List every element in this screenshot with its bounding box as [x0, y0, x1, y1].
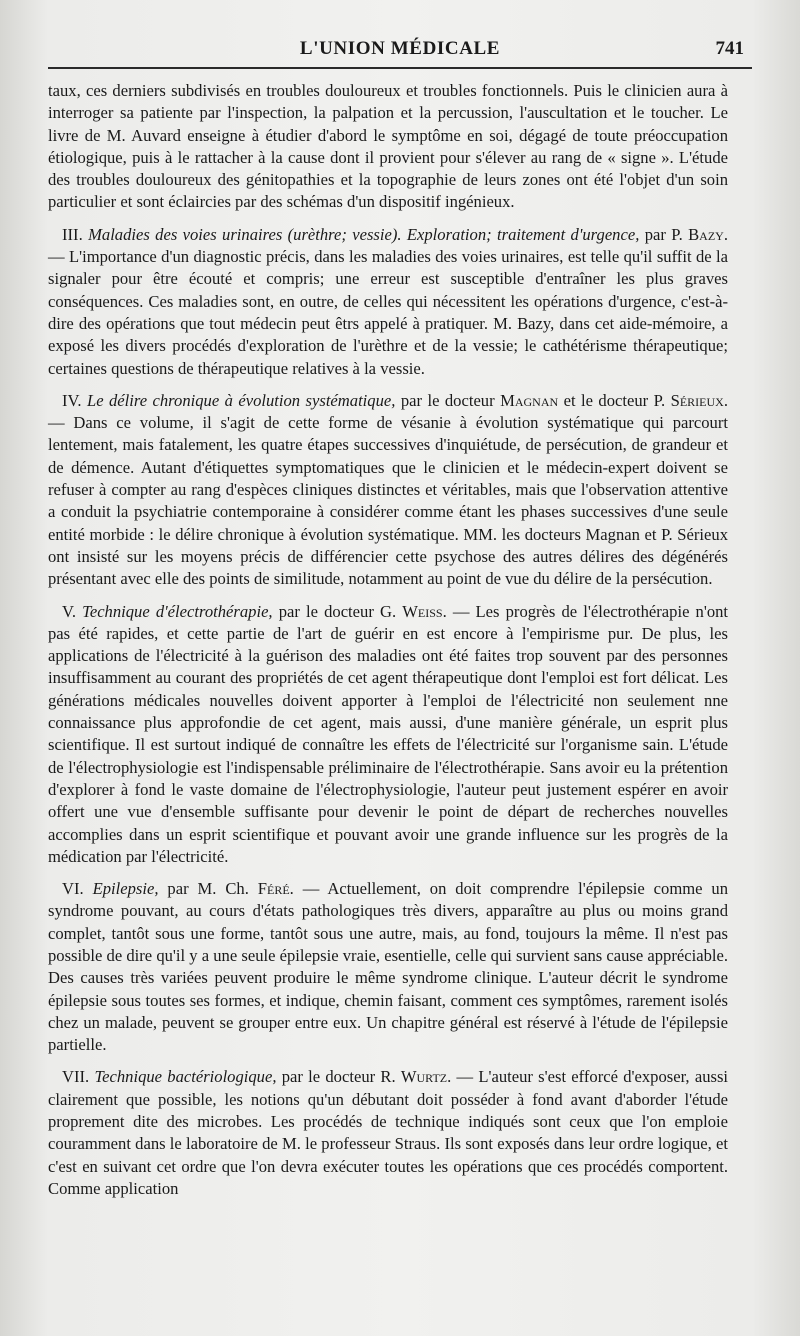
author-name: Féré.: [257, 879, 294, 899]
paragraph-text: — L'auteur s'est efforcé d'exposer, aussi clairement que possible, les notions qu'un débutant doit posséder à fond avant d'aborder l'étude proprement dite des microbes. Les procédés de technique indiqués sont ceux que l'on emploie couramment dans le laboratoire de M. le professeur Straus. Ils sont exposés dans leur ordre logique, et c'est en suivant cet ordre que l'on devra exécuter toutes les opérations que ces procédés comportent. Comme application: [48, 1067, 729, 1198]
author-name-2: Sérieux.: [670, 390, 728, 410]
author-name: Bazy.: [688, 224, 728, 244]
author-connector: et le docteur P.: [563, 390, 666, 410]
review-item-4: [48, 390, 728, 591]
book-title: Epilepsie,: [92, 879, 159, 899]
author-prefix: par le docteur: [400, 390, 495, 410]
paragraph-text: — Dans ce volume, il s'agit de cette forme de vésanie à évolution systématique qui parcourt lentement, mais fatalement, les quatre étapes successives d'inquiétude, de persécution, de grandeur et de démence. Autant d'étiquettes symptomatiques que le clinicien et le médecin-expert doivent se refuser à compter au rang d'espèces cliniques distinctes et véritables, mais que l'observation attentive a conduit la psychiatrie contemporaine à considérer comme étant les phases successives d'une seule entité morbide : le délire chronique à évolution systématique. MM. les docteurs Magnan et P. Sérieux ont insisté sur les moyens précis de différencier cette psychose des autres délires des dégénérés présentant avec elle des points de similitude, notamment au point de vue du délire de la persécution.: [48, 413, 728, 589]
author-prefix: par le docteur R.: [281, 1067, 396, 1087]
paragraph-text: — L'importance d'un diagnostic précis, dans les maladies des voies urinaires, est telle qu'il suffit de la signaler pour être écouté et compris; une erreur est susceptible d'entraîner les plus graves conséquences. Ces maladies sont, en outre, de celles qui nécessitent les opérations d'urgence, c'est-à-dire des opérations que tout médecin peut êtrs appelé à pratiquer. M. Bazy, dans cet aide-mémoire, a exposé les divers procédés d'exploration de l'urèthre et de la vessie; le cathétérisme thérapeutique; certaines questions de thérapeutique relatives à la vessie.: [48, 247, 728, 378]
author-prefix: par P.: [644, 224, 683, 244]
author-prefix: par le docteur G.: [278, 601, 397, 621]
journal-title: L'UNION MÉDICALE: [299, 38, 501, 59]
item-number: VII.: [62, 1067, 90, 1087]
header-rule: [48, 67, 752, 69]
book-title: Le délire chronique à évolution systématique,: [86, 390, 396, 410]
review-item-6: [48, 878, 728, 1056]
item-number: VI.: [62, 879, 84, 899]
item-number: V.: [62, 601, 76, 621]
author-name: Magnan: [500, 390, 559, 410]
review-item-3: [48, 224, 728, 380]
paragraph-text: — Les progrès de l'électrothérapie n'ont pas été rapides, et cette partie de l'art de guérir en est encore à l'empirisme pur. De plus, les applications de l'électricité à la guérison des maladies ont été faites trop souvent par des personnes insuffisamment au courant des propriétés de cet agent thérapeutique dont l'emploi est fort délicat. Les générations médicales nouvelles doivent apporter à l'emploi de l'électricité non seulement nne connaissance plus approfondie de cet agent, mais aussi, d'une manière générale, un esprit plus scientifique. Il est surtout indiqué de connaître les effets de l'électricité sur l'organisme sain. L'étude de l'électrophysiologie est l'indispensable préliminaire de l'électrothérapie. Sans avoir eu la prétention d'explorer à fond le vaste domaine de l'électrophysiologie, l'auteur peut justement espérer en avoir offert une vue d'ensemble suffisante pour devenir le point de départ de recherches nouvelles accomplies dans un esprit scientifique et pouvant avoir une grande influence sur les progrès de la médication par l'électricité.: [48, 601, 729, 866]
author-prefix: par M. Ch.: [167, 879, 249, 899]
page-number: 741: [715, 38, 744, 59]
running-header: [48, 38, 752, 68]
review-item-5: [48, 601, 728, 869]
book-title: Technique bactériologique,: [94, 1067, 277, 1087]
paragraph-text: — Actuellement, on doit comprendre l'épilepsie comme un syndrome pouvant, au cours d'états pathologiques très divers, apparaître au plus ou moins grand complet, tantôt sous une forme, tantôt sous une autre, mais, au fond, toujours la même. Il n'est pas possible de dire qu'il y a une seule épilepsie vraie, esentielle, celle qui survient sans cause appréciable. Des causes très variées peuvent produire le même syndrome clinique. L'auteur décrit le syndrome épilepsie sous toutes ses formes, et indique, chemin faisant, comment ces symptômes, rarement isolés chez un malade, peuvent se grouper entre eux. Un chapitre général est réservé à l'étude de l'épilepsie partielle.: [48, 879, 729, 1055]
paragraph-intro: [48, 80, 728, 214]
item-number: III.: [62, 224, 83, 244]
article-body: [48, 80, 728, 1210]
author-name: Weiss.: [402, 601, 447, 621]
review-item-7: [48, 1066, 728, 1200]
book-title: Maladies des voies urinaires (urèthre; vessie). Exploration; traitement d'urgence,: [88, 224, 640, 244]
paragraph-text: taux, ces derniers subdivisés en troubles douloureux et troubles fonctionnels. Puis le clinicien aura à interroger sa patiente par l'inspection, la palpation et la percussion, l'auscultation et le toucher. Le livre de M. Auvard enseigne à étudier d'abord le symptôme en soi, dégagé de toute préoccupation étiologique, puis à le rattacher à la cause dont il provient pour s'élever au rang de « signe ». L'étude des troubles douloureux des génitopathies et la topographie de leurs zones ont été l'objet d'un soin particulier et sont éclaircies par des schémas d'un dispositif ingénieux.: [48, 81, 728, 212]
item-number: IV.: [62, 390, 82, 410]
author-name: Wurtz.: [400, 1067, 452, 1087]
book-title: Technique d'électrothérapie,: [82, 601, 273, 621]
